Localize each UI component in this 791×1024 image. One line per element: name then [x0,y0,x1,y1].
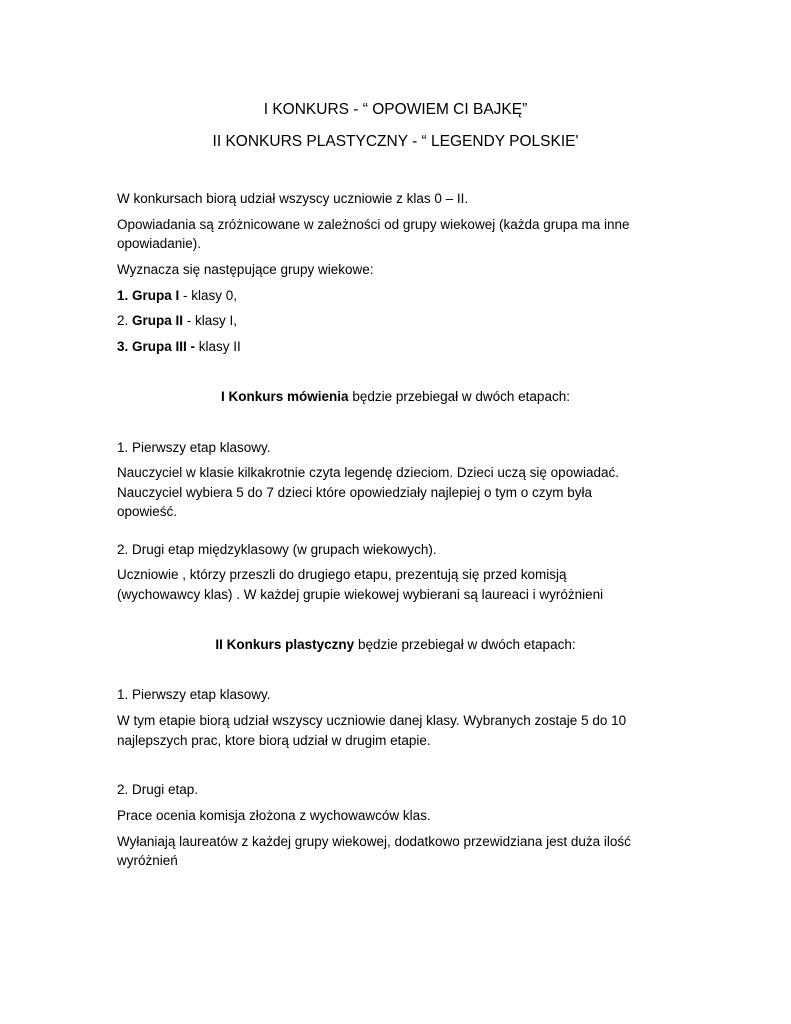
contest-2-heading-bold: II Konkurs plastyczny [215,637,355,652]
intro-paragraph-1: W konkursach biorą udział wszyscy uczniowie z klas 0 – II. [117,191,469,206]
contest-2-stage-2-line-2: Wyłaniają laureatów z każdej grupy wiekowej, dodatkowo przewidziana jest duża ilość [117,834,631,849]
contest-2-stage-1-title: 1. Pierwszy etap klasowy. [117,687,271,702]
contest-1-stage-2-line-2: (wychowawcy klas) . W każdej grupie wiekowej wybierani są laureaci i wyróżnieni [117,587,604,602]
contest-2-stage-1-line-2: najlepszych prac, ktore biorą udział w drugim etapie. [117,733,431,748]
group-number-3: 3. [117,339,129,354]
title-line-2: II KONKURS PLASTYCZNY - “ LEGENDY POLSKIE' [212,133,579,150]
contest-1-stage-1-title: 1. Pierwszy etap klasowy. [117,440,271,455]
contest-2-stage-2-title: 2. Drugi etap. [117,782,199,797]
contest-2-stage-2-line-3: wyróżnień [117,853,178,868]
group-number-2: 2. [117,313,129,328]
title-line-1: I KONKURS - “ OPOWIEM CI BAJKĘ” [263,101,528,118]
contest-2-stage-2-line-1: Prace ocenia komisja złożona z wychowawców klas. [117,808,431,823]
intro-paragraph-3: Wyznacza się następujące grupy wiekowe: [117,262,374,277]
group-desc-1: - klasy 0, [179,288,238,303]
group-name-2: Grupa II [132,313,184,328]
contest-1-heading-bold: I Konkurs mówienia [221,389,349,404]
group-item-3 [117,337,241,357]
group-item-2 [117,311,237,331]
intro-paragraph-2-line-1: Opowiadania są zróżnicowane w zależności od grupy wiekowej (każda grupa ma inne [117,217,630,232]
group-item-1 [117,286,237,306]
contest-1-heading [0,387,791,407]
contest-1-stage-2-line-1: Uczniowie , którzy przeszli do drugiego etapu, prezentują się przed komisją [117,567,567,582]
intro-paragraph-2-line-2: opowiadanie). [117,236,202,251]
contest-1-stage-1-line-1: Nauczyciel w klasie kilkakrotnie czyta legendę dzieciom. Dzieci uczą się opowiadać. [117,465,619,480]
contest-1-stage-1-line-3: opowieść. [117,504,178,519]
contest-2-stage-1-line-1: W tym etapie biorą udział wszyscy uczniowie danej klasy. Wybranych zostaje 5 do 10 [117,713,627,728]
contest-1-stage-2-title: 2. Drugi etap międzyklasowy (w grupach wiekowych). [117,542,437,557]
contest-1-heading-rest: będzie przebiegał w dwóch etapach: [348,389,570,404]
contest-2-heading [0,635,791,655]
group-number-1: 1. [117,288,129,303]
group-desc-3: klasy II [195,339,241,354]
contest-1-stage-1-line-2: Nauczyciel wybiera 5 do 7 dzieci które opowiedziały najlepiej o tym o czym była [117,485,592,500]
group-name-3: Grupa III - [132,339,196,354]
contest-2-heading-rest: będzie przebiegał w dwóch etapach: [354,637,576,652]
group-name-1: Grupa I [132,288,180,303]
group-desc-2: - klasy I, [183,313,238,328]
